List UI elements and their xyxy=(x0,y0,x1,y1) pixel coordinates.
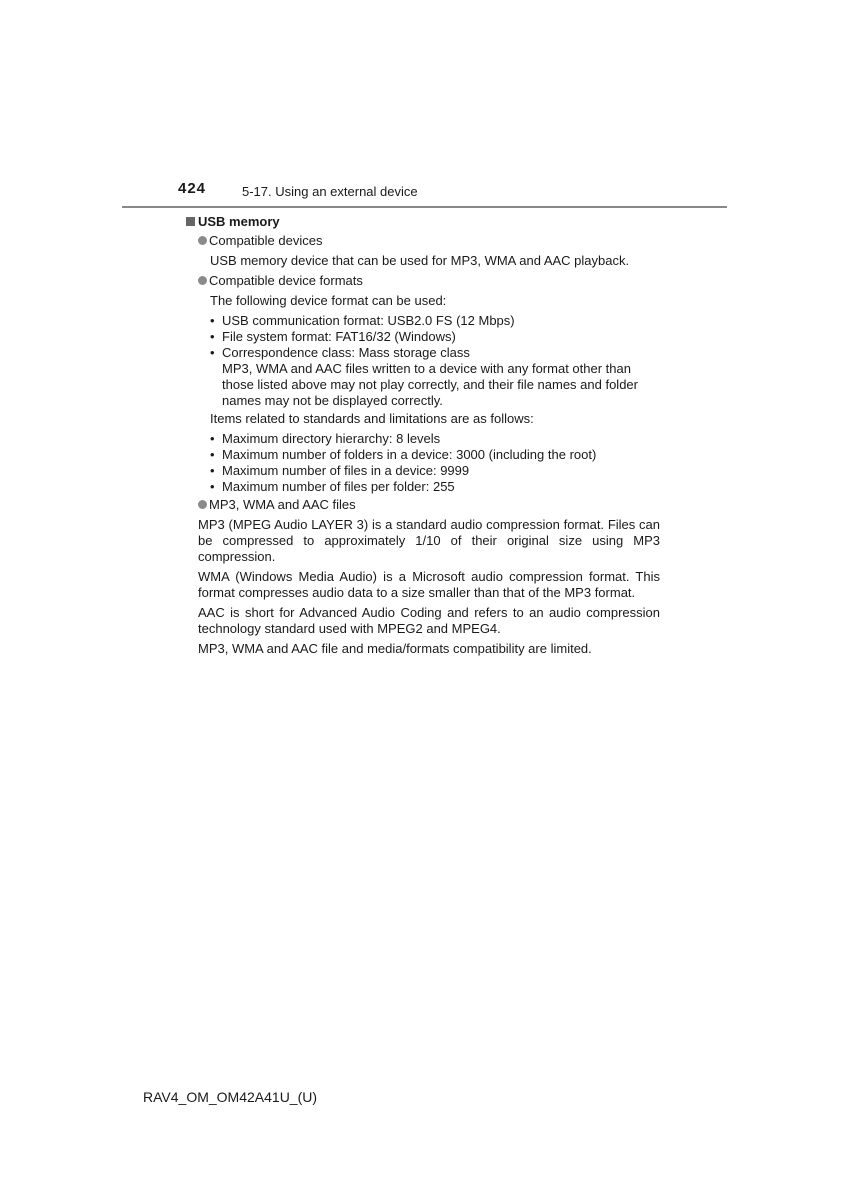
list-item: • USB communication format: USB2.0 FS (12 Mbps) xyxy=(210,313,660,329)
compatible-devices-subheading xyxy=(198,233,660,249)
wma-paragraph: WMA (Windows Media Audio) is a Microsoft audio compression format. This format compresses audio data to a size smaller than that of the MP3 format. xyxy=(198,569,660,600)
audio-files-subheading xyxy=(198,497,660,513)
page-number: 424 xyxy=(178,180,207,197)
list-item xyxy=(210,345,660,409)
section-title: 5-17. Using an external device xyxy=(242,184,418,199)
document-code: RAV4_OM_OM42A41U_(U) xyxy=(143,1089,318,1105)
circle-bullet-icon xyxy=(198,500,207,509)
usb-memory-heading xyxy=(186,214,660,230)
list-item: • File system format: FAT16/32 (Windows) xyxy=(210,329,660,345)
list-item: • Maximum number of folders in a device: 3000 (including the root) xyxy=(210,447,660,463)
format-list xyxy=(210,313,660,409)
page-content xyxy=(186,214,660,661)
header-divider xyxy=(122,206,727,208)
list-item: • Maximum directory hierarchy: 8 levels xyxy=(210,431,660,447)
compatible-devices-text: USB memory device that can be used for MP3, WMA and AAC playback. xyxy=(210,253,630,268)
circle-bullet-icon xyxy=(198,236,207,245)
list-item: • Maximum number of files in a device: 9999 xyxy=(210,463,660,479)
circle-bullet-icon xyxy=(198,276,207,285)
aac-paragraph: AAC is short for Advanced Audio Coding and refers to an audio compression technology standard used with MPEG2 and MPEG4. xyxy=(198,605,660,636)
compatible-formats-subheading xyxy=(198,273,660,289)
limits-list xyxy=(210,431,660,495)
formats-intro: The following device format can be used: xyxy=(210,293,447,308)
limits-intro: Items related to standards and limitations are as follows: xyxy=(210,411,534,426)
format-note: MP3, WMA and AAC files written to a device with any format other than those listed above may not play correctly, and their file names and folder names may not be displayed correctly. xyxy=(222,361,638,408)
subheading-text: Compatible device formats xyxy=(209,273,363,288)
subheading-text: Compatible devices xyxy=(209,233,323,248)
compatibility-paragraph: MP3, WMA and AAC file and media/formats compatibility are limited. xyxy=(198,641,592,656)
mp3-paragraph: MP3 (MPEG Audio LAYER 3) is a standard audio compression format. Files can be compressed to approximately 1/10 of their original size using MP3 compression. xyxy=(198,517,660,564)
square-bullet-icon xyxy=(186,217,195,226)
list-item-text: Correspondence class: Mass storage class xyxy=(222,345,470,360)
list-item: • Maximum number of files per folder: 255 xyxy=(210,479,660,495)
subheading-text: MP3, WMA and AAC files xyxy=(209,497,356,512)
heading-text: USB memory xyxy=(198,214,280,229)
